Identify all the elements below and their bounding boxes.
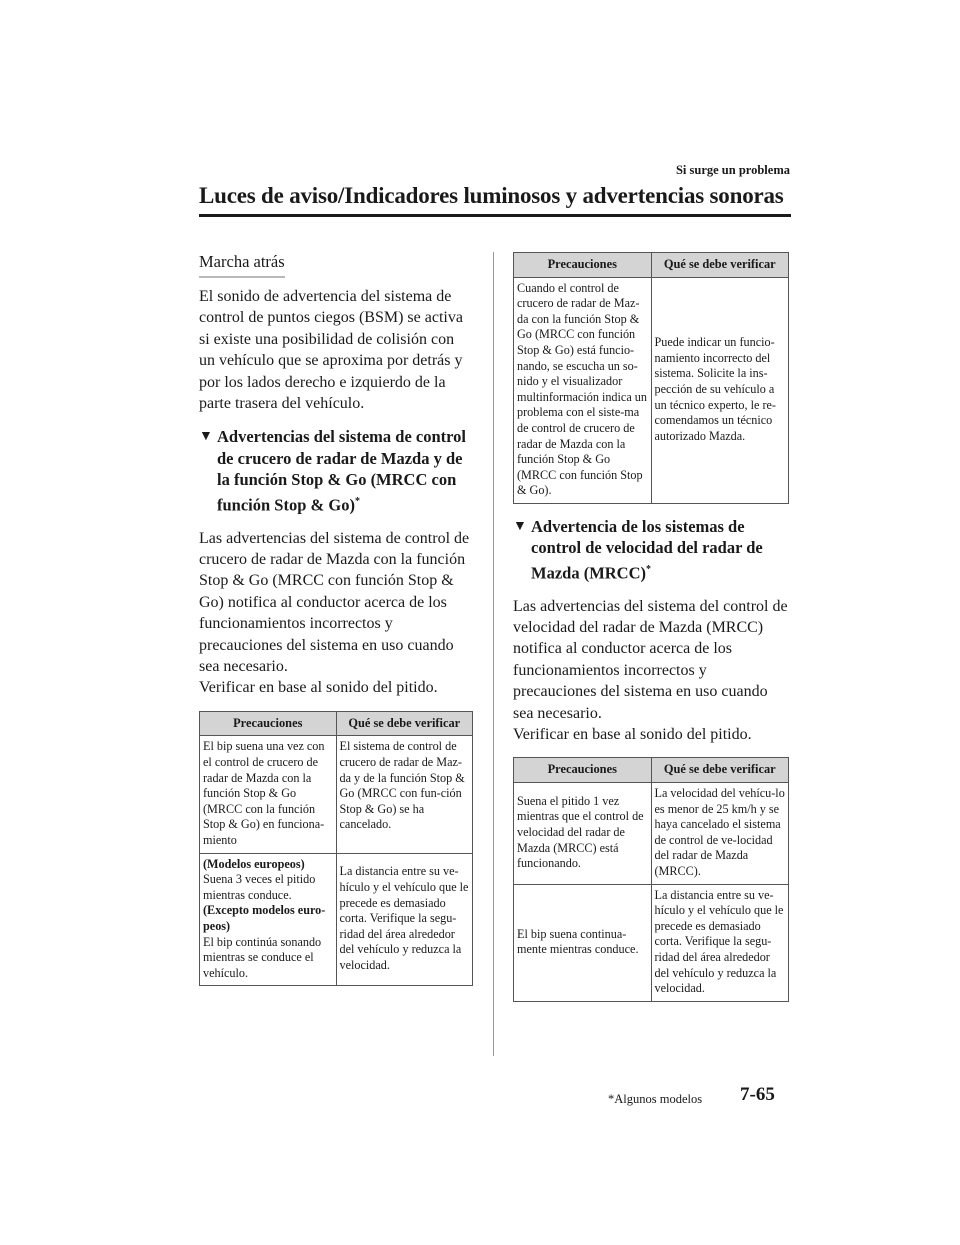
- verify-note: Verificar en base al sonido del pitido.: [513, 726, 752, 744]
- table-cell: Puede indicar un funcio-namiento incorrecto del sistema. Solicite la ins-pección de su vehículo a un técnico experto, le re-comendamos un técnico autorizado Mazda.: [651, 277, 789, 503]
- right-column: [513, 252, 789, 1002]
- column-header: Qué se debe verificar: [651, 253, 789, 278]
- table-cell: El bip suena una vez con el control de crucero de radar de Mazda con la función Stop & Go (MRCC con la función Stop & Go) en funciona-miento: [200, 736, 337, 853]
- heading-text: Advertencias del sistema de control de crucero de radar de Mazda y de la función Stop & Go (MRCC con función Stop & Go): [217, 427, 466, 515]
- table-row: [514, 783, 789, 885]
- table-row: [200, 736, 473, 853]
- column-header: Qué se debe verificar: [336, 711, 473, 736]
- subheading-reverse: Marcha atrás: [199, 252, 285, 278]
- table-header-row: [514, 253, 789, 278]
- table-cell: La velocidad del vehícu-lo es menor de 25 km/h y se haya cancelado el sistema de control de ve-locidad del radar de Mazda (MRCC).: [651, 783, 789, 885]
- eu-models-label: (Modelos europeos): [203, 856, 305, 871]
- body-paragraph: Las advertencias del sistema de control de crucero de radar de Mazda con la función Stop & Go (MRCC con función Stop & Go) notifica al conductor acerca de los funcionamientos incorrectos y precauciones del sistema en uso cuando sea necesario.: [199, 529, 470, 675]
- footnote-some-models: *Algunos modelos: [608, 1092, 703, 1106]
- non-eu-models-text: El bip continúa sonando mientras se conduce el vehículo.: [203, 934, 322, 980]
- section-label: Si surge un problema: [675, 163, 790, 177]
- verify-note: Verificar en base al sonido del pitido.: [199, 679, 438, 697]
- column-divider: [493, 252, 494, 1056]
- non-eu-models-label: (Excepto modelos euro-peos): [203, 903, 326, 933]
- page-number: 7-65: [740, 1084, 775, 1105]
- column-header: Precauciones: [514, 758, 652, 783]
- table-cell: [200, 853, 337, 986]
- table-header-row: [514, 758, 789, 783]
- table-cell: El bip suena continua-mente mientras conduce.: [514, 884, 652, 1001]
- triangle-bullet-icon: ▼: [199, 429, 213, 445]
- warnings-table-mrcc-stop-go: [199, 711, 473, 987]
- table-cell: La distancia entre su ve-hículo y el vehículo que le precede es demasiado corta. Verifique la segu-ridad del área alrededor del vehículo y reduzca la velocidad.: [336, 853, 473, 986]
- malfunction-table: [513, 252, 789, 504]
- triangle-bullet-icon: ▼: [513, 518, 527, 534]
- table-cell: Suena el pitido 1 vez mientras que el control de velocidad del radar de Mazda (MRCC) está funcionando.: [514, 783, 652, 885]
- some-models-mark: *: [646, 563, 652, 575]
- intro-paragraph: El sonido de advertencia del sistema de control de puntos ciegos (BSM) se activa si existe una posibilidad de colisión con un vehículo que se aproxima por detrás y por los lados derecho e izquierdo de la parte trasera del vehículo.: [199, 288, 463, 413]
- title-rule: [199, 214, 791, 217]
- body-paragraph: Las advertencias del sistema del control de velocidad del radar de Mazda (MRCC) notifica al conductor acerca de los funcionamientos incorrectos y precauciones del sistema en uso cuando sea necesario.: [513, 597, 788, 722]
- heading-text: Advertencia de los sistemas de control de velocidad del radar de Mazda (MRCC): [531, 516, 763, 583]
- column-header: Precauciones: [514, 253, 652, 278]
- eu-models-text: Suena 3 veces el pitido mientras conduce.: [203, 872, 316, 902]
- warnings-table-mrcc: [513, 757, 789, 1001]
- some-models-mark: *: [354, 495, 360, 507]
- table-row: [200, 853, 473, 986]
- left-column: [199, 252, 473, 986]
- table-cell: El sistema de control de crucero de radar de Maz-da y de la función Stop & Go (MRCC con fun-ción Stop & Go) se ha cancelado.: [336, 736, 473, 853]
- section-heading-mrcc-stop-go: [199, 426, 473, 515]
- table-row: [514, 884, 789, 1001]
- table-cell: La distancia entre su ve-hículo y el vehículo que le precede es demasiado corta. Verifique la segu-ridad del área alrededor del vehículo y reduzca la velocidad.: [651, 884, 789, 1001]
- section-heading-mrcc: [513, 516, 789, 584]
- table-header-row: [200, 711, 473, 736]
- column-header: Precauciones: [200, 711, 337, 736]
- column-header: Qué se debe verificar: [651, 758, 789, 783]
- table-cell: Cuando el control de crucero de radar de Maz-da con la función Stop & Go (MRCC con función Stop & Go) está funcio-nando, se escucha un so-nido y el visualizador multinformación indica un problema con el siste-ma de control de crucero de radar de Mazda con la función Stop & Go (MRCC con función Stop & Go).: [514, 277, 652, 503]
- table-row: [514, 277, 789, 503]
- chapter-title: Luces de aviso/Indicadores luminosos y advertencias sonoras: [199, 183, 784, 208]
